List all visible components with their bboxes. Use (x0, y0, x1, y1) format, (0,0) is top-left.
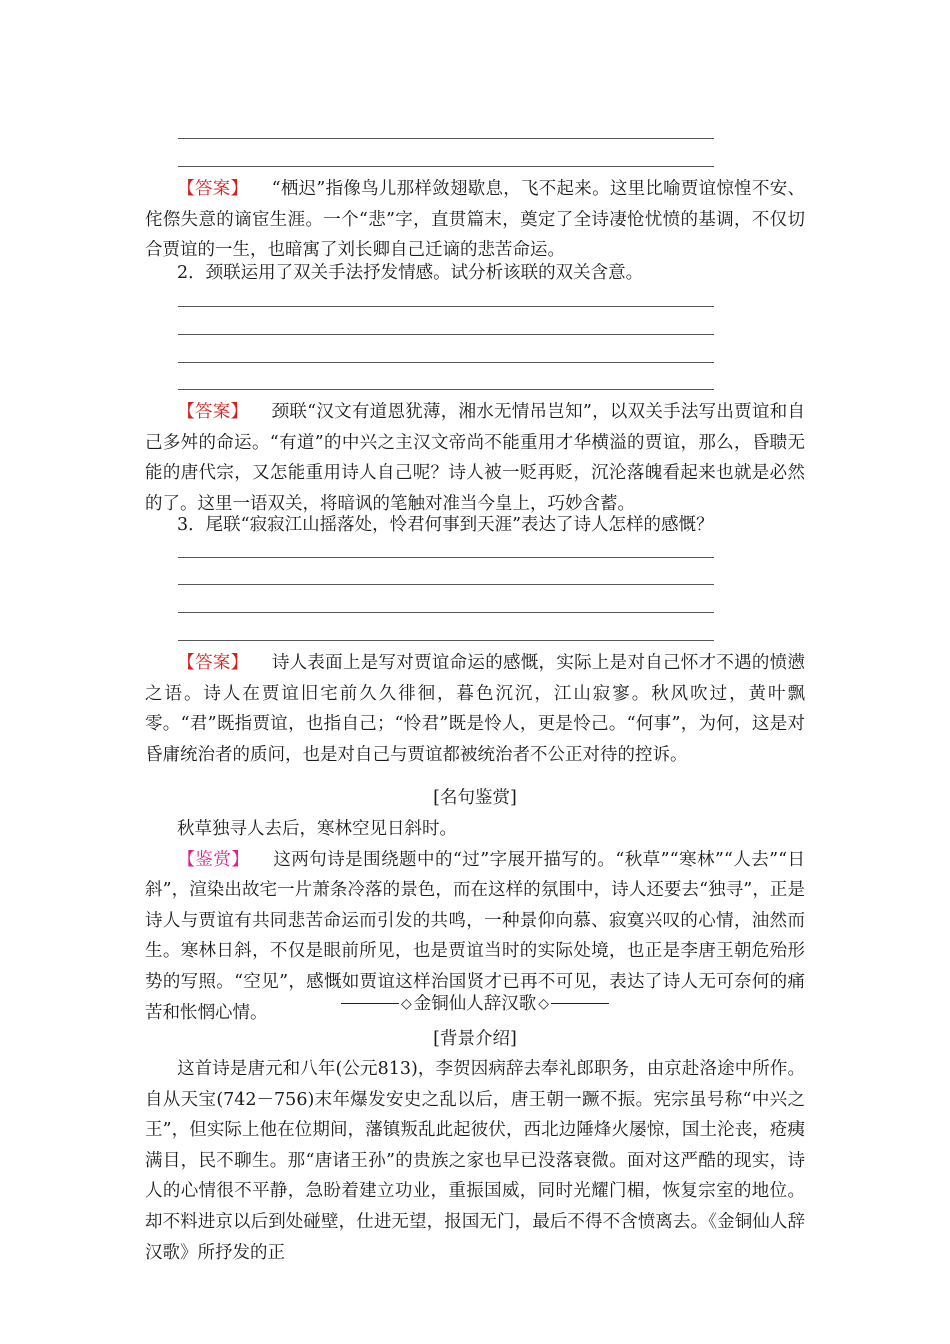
answer-blank-line[interactable] (178, 334, 714, 335)
famous-line (145, 814, 805, 845)
famous-lines-heading: [名句鉴赏] (433, 788, 517, 808)
appreciation-text: 这两句诗是围绕题中的“过”字展开描写的。“秋草”“寒林”“人去”“日斜”，渲染出故宅一片萧条冷落的景色，而在这样的氛围中，诗人还要去“独寻”，正是诗人与贾谊有共同悲苦命运而引发的共鸣，一种景仰向慕、寂寞兴叹的心情，油然而生。寒林日斜，不仅是眼前所见，也是贾谊当时的实际处境，也正是李唐王朝危殆形势的写照。“空见”，感慨如贾谊这样治国贤才已再不可见，表达了诗人无可奈何的痛苦和怅惘心情。 (145, 849, 805, 1023)
background-heading: [背景介绍] (433, 1029, 517, 1049)
answer-blank-line[interactable] (178, 166, 714, 167)
answer-blank-line[interactable] (178, 389, 714, 390)
q1-answer (145, 174, 805, 266)
answer-tag: 【答案】 (177, 653, 249, 673)
answer-blank-line[interactable] (178, 557, 714, 558)
diamond-icon: ◇ (400, 995, 412, 1012)
q2-question-text: 2．颈联运用了双关手法抒发情感。试分析该联的双关含意。 (177, 263, 644, 283)
q2-answer (145, 397, 805, 519)
q2-answer-text: 颈联“汉文有道恩犹薄，湘水无情吊岂知”，以双关手法写出贾谊和自己多舛的命运。“有道”的中兴之主汉文帝尚不能重用才华横溢的贾谊，那么，昏聩无能的唐代宗，又怎能重用诗人自己呢？诗人被一贬再贬，沉沦落魄看起来也就是必然的了。这里一语双关，将暗讽的笔触对准当今皇上，巧妙含蓄。 (145, 402, 805, 514)
background-text (145, 1054, 805, 1268)
answer-blank-line[interactable] (178, 612, 714, 613)
famous-line-text: 秋草独寻人去后，寒林空见日斜时。 (177, 819, 457, 839)
poem-title-row (145, 984, 805, 1019)
diamond-icon: ◇ (538, 995, 550, 1012)
q3-answer-text: 诗人表面上是写对贾谊命运的感慨，实际上是对自己怀才不遇的愤懑之语。诗人在贾谊旧宅前久久徘徊，暮色沉沉，江山寂寥。秋风吹过，黄叶飘零。“君”既指贾谊，也指自己；“怜君”既是怜人，更是怜己。“何事”，为何，这是对昏庸统治者的质问，也是对自己与贾谊都被统治者不公正对待的控诉。 (145, 653, 806, 765)
answer-tag: 【答案】 (177, 179, 249, 199)
q3-question (145, 510, 805, 541)
answer-blank-line[interactable] (178, 138, 714, 139)
appreciation-tag: 【鉴赏】 (177, 849, 250, 870)
title-rule-right (551, 1003, 609, 1004)
q3-question-text: 3．尾联“寂寂江山摇落处，怜君何事到天涯”表达了诗人怎样的感慨？ (177, 515, 714, 535)
q2-question (145, 258, 805, 289)
answer-tag: 【答案】 (177, 402, 249, 422)
answer-blank-line[interactable] (178, 362, 714, 363)
q3-answer (145, 648, 805, 770)
title-rule-left (341, 1003, 399, 1004)
poem-title: 金铜仙人辞汉歌 (413, 993, 537, 1014)
answer-blank-line[interactable] (178, 640, 714, 641)
answer-blank-line[interactable] (178, 306, 714, 307)
background-text-body: 这首诗是唐元和八年(公元813)，李贺因病辞去奉礼郎职务，由京赴洛途中所作。自从天宝(742－756)末年爆发安史之乱以后，唐王朝一蹶不振。宪宗虽号称“中兴之王”，但实际上他在位期间，藩镇叛乱此起彼伏，西北边陲烽火屡惊，国土沦丧，疮痍满目，民不聊生。那“唐诸王孙”的贵族之家也早已没落衰微。面对这严酷的现实，诗人的心情很不平静，急盼着建立功业，重振国威，同时光耀门楣，恢复宗室的地位。却不料进京以后到处碰壁，仕进无望，报国无门，最后不得不含愤离去。《金铜仙人辞汉歌》所抒发的正 (145, 1059, 805, 1263)
answer-blank-line[interactable] (178, 584, 714, 585)
q1-answer-text: “栖迟”指像鸟儿那样敛翅歇息，飞不起来。这里比喻贾谊惊惶不安、侘傺失意的谪宦生涯。一个“悲”字，直贯篇末，奠定了全诗凄怆忧愤的基调，不仅切合贾谊的一生，也暗寓了刘长卿自己迁谪的悲苦命运。 (145, 179, 805, 261)
